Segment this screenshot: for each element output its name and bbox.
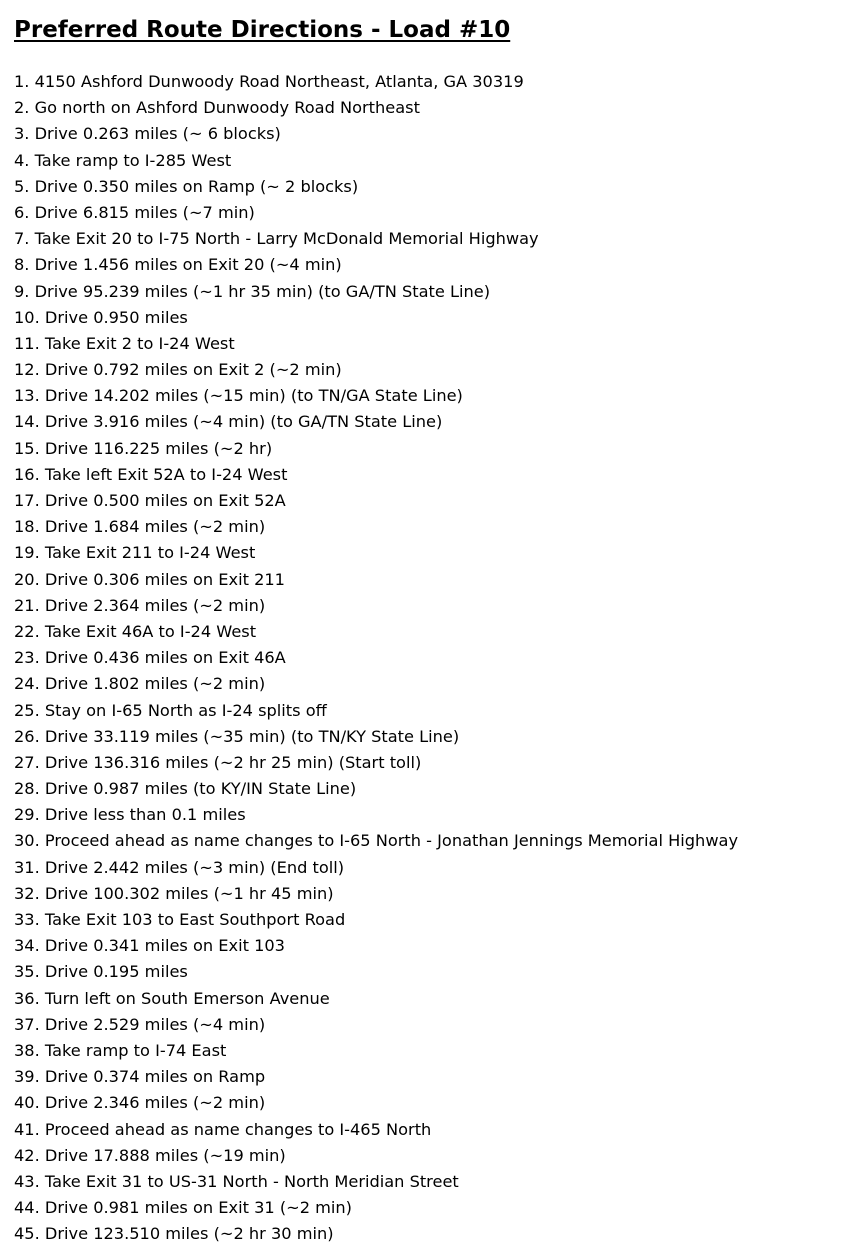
direction-step: 43. Take Exit 31 to US-31 North - North Meridian Street (14, 1171, 459, 1191)
direction-step: 23. Drive 0.436 miles on Exit 46A (14, 648, 286, 668)
direction-step: 42. Drive 17.888 miles (~19 min) (14, 1145, 286, 1165)
direction-step: 26. Drive 33.119 miles (~35 min) (to TN/KY State Line) (14, 726, 460, 746)
direction-step: 39. Drive 0.374 miles on Ramp (14, 1067, 266, 1087)
direction-step: 33. Take Exit 103 to East Southport Road (14, 910, 346, 929)
direction-step: 41. Proceed ahead as name changes to I-465 North (14, 1119, 432, 1139)
direction-step: 35. Drive 0.195 miles (14, 962, 188, 982)
direction-step: 9. Drive 95.239 miles (~1 hr 35 min) (to GA/TN State Line) (14, 281, 491, 301)
direction-step: 14. Drive 3.916 miles (~4 min) (to GA/TN State Line) (14, 412, 443, 432)
direction-step: 6. Drive 6.815 miles (~7 min) (14, 202, 255, 222)
direction-step: 45. Drive 123.510 miles (~2 hr 30 min) (14, 1224, 334, 1244)
direction-step: 34. Drive 0.341 miles on Exit 103 (14, 936, 285, 956)
direction-step: 21. Drive 2.364 miles (~2 min) (14, 595, 266, 615)
direction-step: 36. Turn left on South Emerson Avenue (14, 988, 330, 1008)
direction-step: 8. Drive 1.456 miles on Exit 20 (~4 min) (14, 255, 342, 275)
direction-step: 18. Drive 1.684 miles (~2 min) (14, 517, 266, 537)
direction-step: 17. Drive 0.500 miles on Exit 52A (14, 491, 286, 510)
direction-step: 27. Drive 136.316 miles (~2 hr 25 min) (Start toll) (14, 752, 422, 772)
direction-step: 30. Proceed ahead as name changes to I-65 North - Jonathan Jennings Memorial Highway (14, 831, 739, 851)
direction-step: 5. Drive 0.350 miles on Ramp (~ 2 blocks) (14, 176, 359, 196)
direction-step: 13. Drive 14.202 miles (~15 min) (to TN/GA State Line) (14, 386, 463, 406)
direction-step: 15. Drive 116.225 miles (~2 hr) (14, 438, 273, 458)
direction-step: 10. Drive 0.950 miles (14, 307, 188, 327)
direction-step: 2. Go north on Ashford Dunwoody Road Northeast (14, 98, 420, 118)
direction-step: 7. Take Exit 20 to I-75 North - Larry McDonald Memorial Highway (14, 229, 539, 249)
direction-step: 32. Drive 100.302 miles (~1 hr 45 min) (14, 883, 334, 903)
direction-step: 31. Drive 2.442 miles (~3 min) (End toll) (14, 857, 345, 877)
direction-step: 38. Take ramp to I-74 East (14, 1040, 227, 1060)
direction-step: 22. Take Exit 46A to I-24 West (14, 621, 257, 641)
direction-step: 1. 4150 Ashford Dunwoody Road Northeast, Atlanta, GA 30319 (14, 72, 524, 91)
direction-step: 40. Drive 2.346 miles (~2 min) (14, 1093, 266, 1113)
direction-step: 20. Drive 0.306 miles on Exit 211 (14, 569, 285, 589)
page-title: Preferred Route Directions - Load #10 (14, 17, 511, 43)
direction-step: 24. Drive 1.802 miles (~2 min) (14, 674, 266, 694)
direction-step: 16. Take left Exit 52A to I-24 West (14, 464, 288, 484)
direction-step: 25. Stay on I-65 North as I-24 splits off (14, 700, 327, 720)
direction-step: 44. Drive 0.981 miles on Exit 31 (~2 min) (14, 1198, 352, 1218)
direction-step: 4. Take ramp to I-285 West (14, 150, 232, 170)
direction-step: 28. Drive 0.987 miles (to KY/IN State Line) (14, 779, 357, 799)
direction-step: 3. Drive 0.263 miles (~ 6 blocks) (14, 124, 281, 144)
direction-step: 19. Take Exit 211 to I-24 West (14, 543, 256, 563)
direction-step: 12. Drive 0.792 miles on Exit 2 (~2 min) (14, 360, 342, 380)
directions-list (14, 69, 844, 1247)
directions-document (14, 14, 844, 1247)
direction-step: 37. Drive 2.529 miles (~4 min) (14, 1014, 266, 1034)
direction-step: 29. Drive less than 0.1 miles (14, 805, 246, 825)
direction-step: 11. Take Exit 2 to I-24 West (14, 333, 235, 353)
